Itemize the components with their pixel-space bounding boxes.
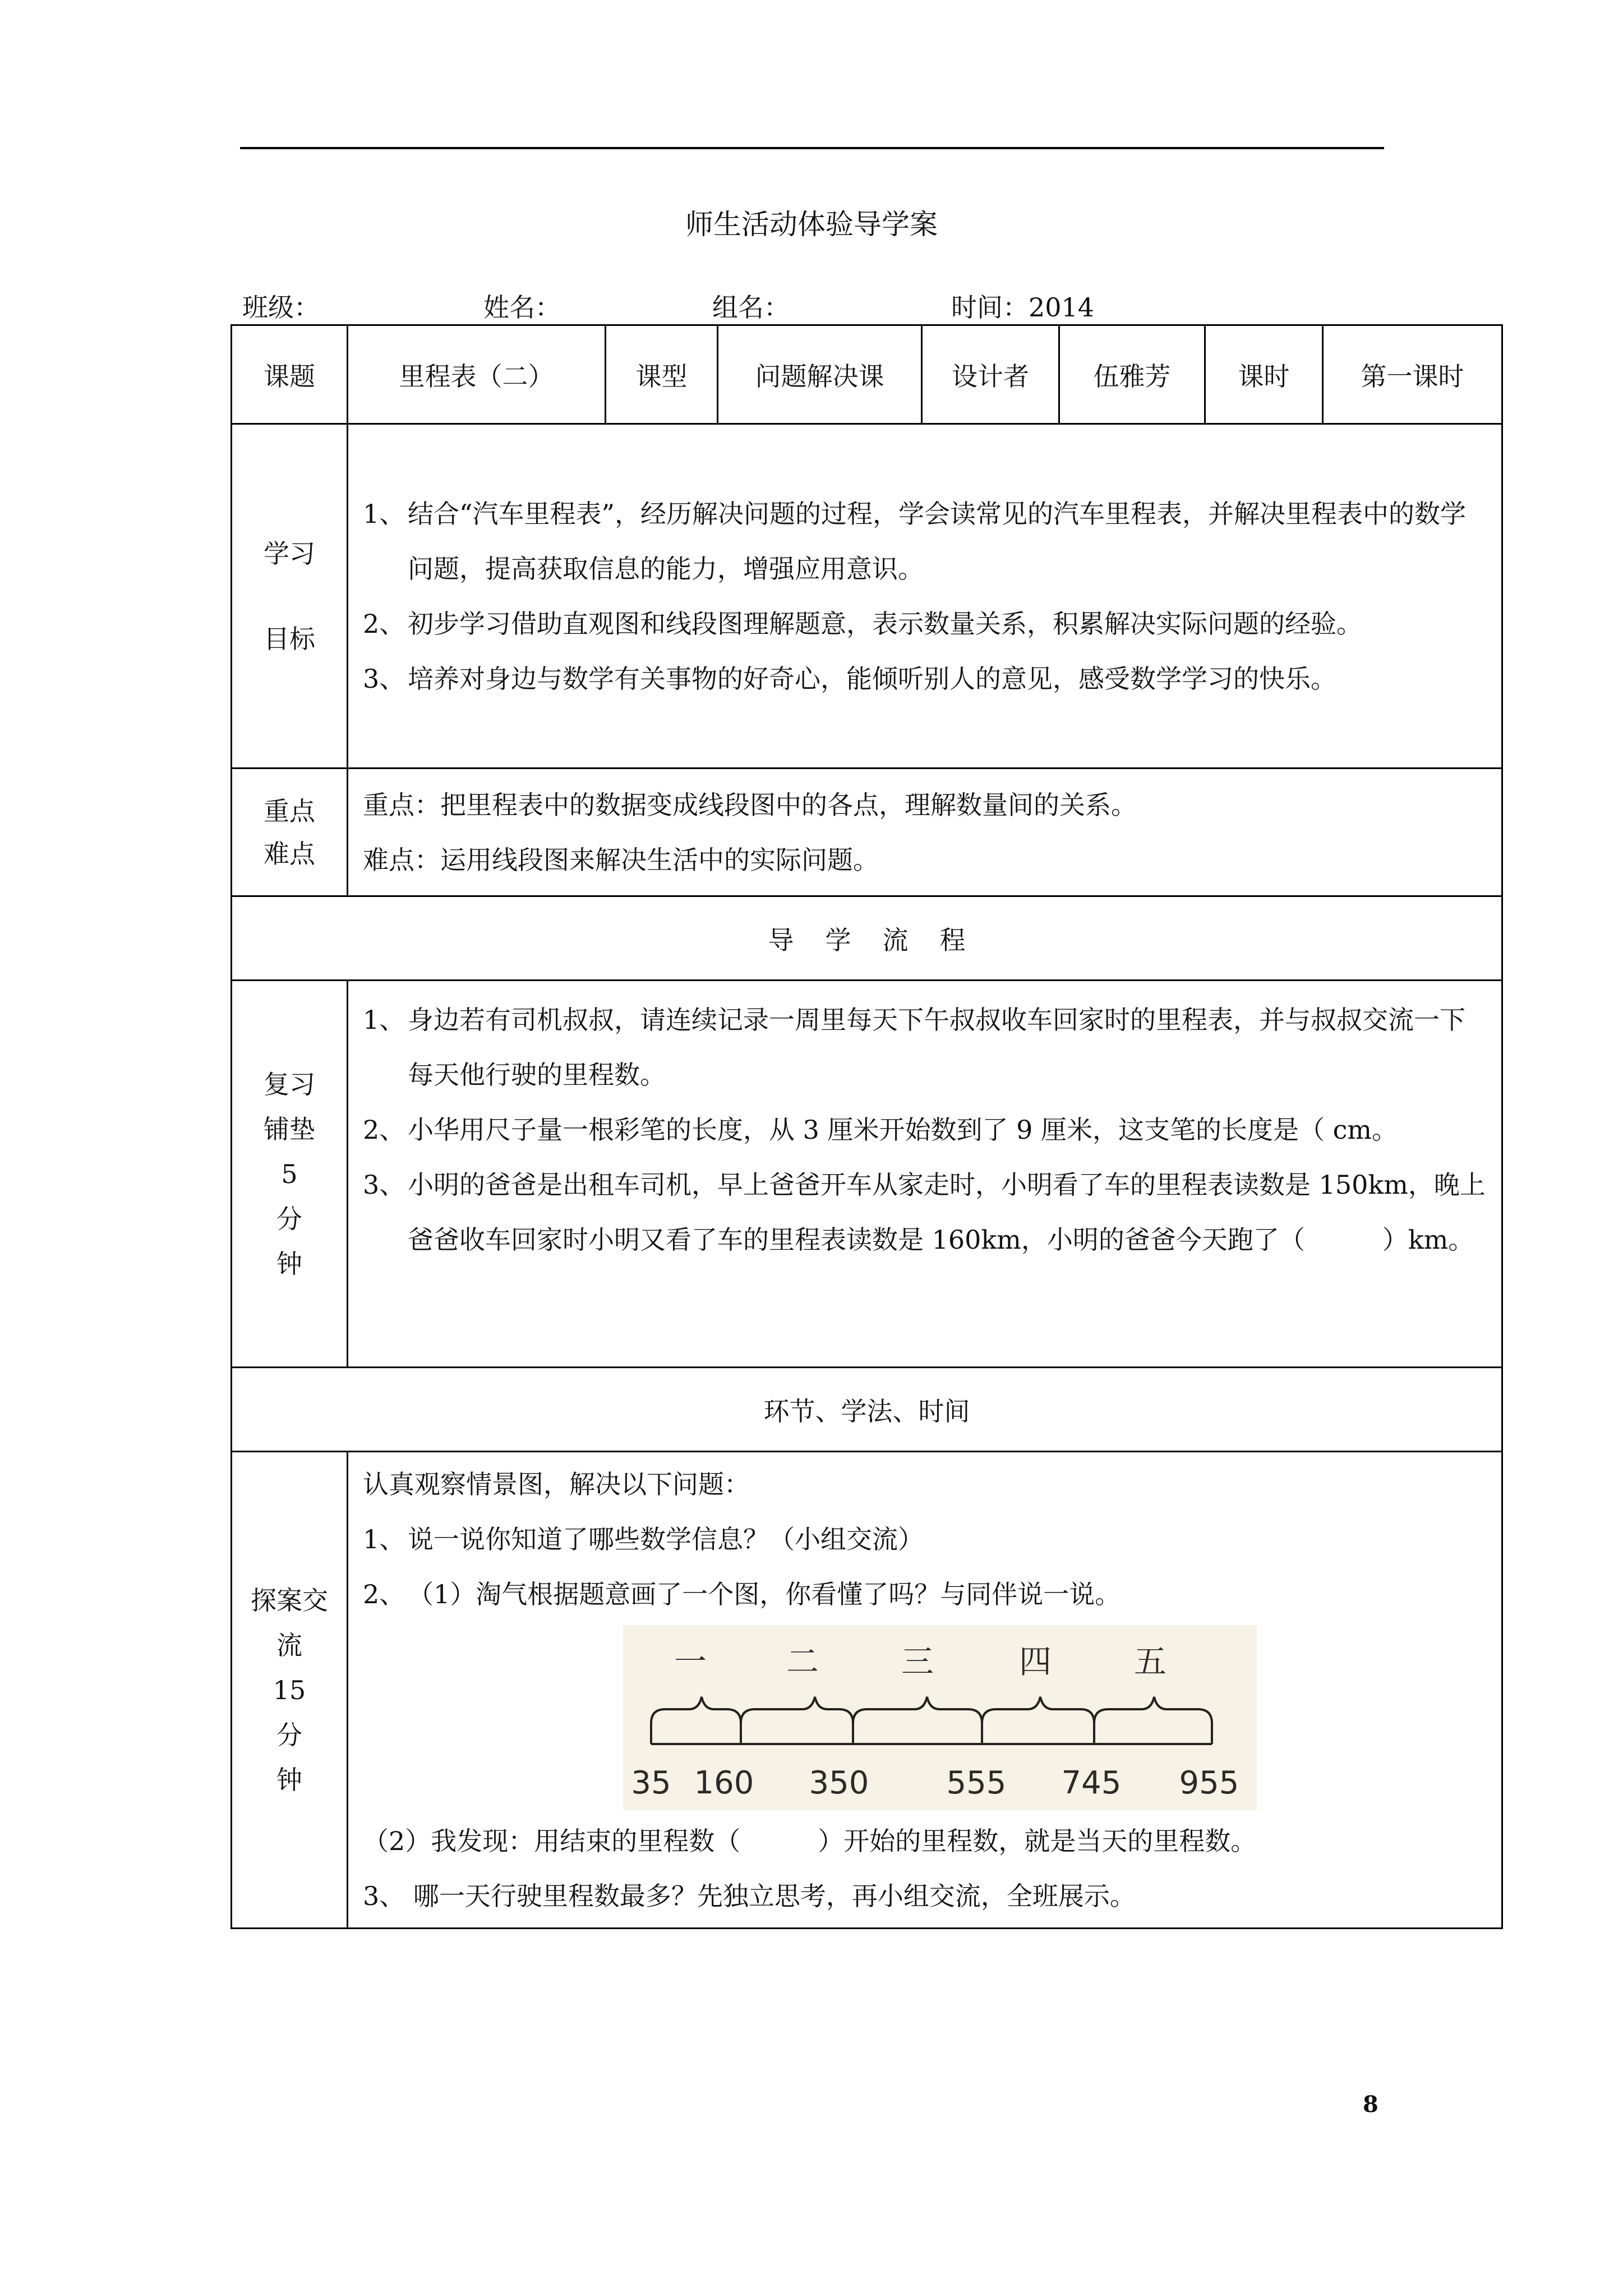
explore-label-line: 15 <box>273 1674 306 1705</box>
goal-item <box>363 596 1490 651</box>
explore-label-line: 流 <box>276 1630 302 1660</box>
review-text: 小明的爸爸是出租车司机，早上爸爸开车从家走时，小明看了车的里程表读数是 150km，晚上爸爸收车回家时小明又看了车的里程表读数是 160km，小明的爸爸今天跑了（ ）km。 <box>408 1170 1486 1255</box>
mileage-mark: 350 <box>809 1765 869 1801</box>
goal-text: 培养对身边与数学有关事物的好奇心，能倾听别人的意见，感受数学学习的快乐。 <box>408 663 1336 694</box>
explore-content <box>348 1452 1502 1929</box>
flow-header-char: 流 <box>882 924 909 955</box>
goal-text: 初步学习借助直观图和线段图理解题意，表示数量关系，积累解决实际问题的经验。 <box>408 608 1362 639</box>
review-label <box>232 981 348 1368</box>
period-label: 课时 <box>1205 325 1323 424</box>
designer-value: 伍雅芳 <box>1059 325 1205 424</box>
keypoints-label-line: 难点 <box>264 838 315 869</box>
review-item <box>363 1157 1490 1267</box>
review-label-line: 钟 <box>276 1248 302 1279</box>
goals-label <box>232 424 348 769</box>
info-row <box>232 325 1502 424</box>
keypoints-label-line: 重点 <box>264 795 315 826</box>
flow-header-char: 学 <box>825 924 851 955</box>
top-rule <box>240 147 1384 149</box>
lesson-plan-table <box>230 324 1503 1929</box>
review-content <box>348 981 1502 1368</box>
review-number: 1、 <box>363 1005 405 1035</box>
explore-row <box>232 1452 1502 1929</box>
day-label: 二 <box>786 1642 819 1681</box>
review-item <box>363 1102 1490 1157</box>
class-label: 班级： <box>242 292 320 323</box>
review-text: 小华用尺子量一根彩笔的长度，从 3 厘米开始数到了 9 厘米，这支笔的长度是（ cm。 <box>408 1115 1398 1145</box>
explore-finding: （2）我发现：用结束的里程数（ ）开始的里程数，就是当天的里程数。 <box>363 1826 1257 1856</box>
page-number: 8 <box>1363 2091 1378 2118</box>
explore-intro: 认真观察情景图，解决以下问题： <box>363 1469 750 1499</box>
review-number: 2、 <box>363 1115 405 1145</box>
mileage-line-diagram <box>623 1625 1257 1810</box>
question-number: 1、 <box>363 1524 405 1554</box>
goals-row <box>232 424 1502 769</box>
mileage-mark: 555 <box>946 1765 1007 1801</box>
question-text: 说一说你知道了哪些数学信息？（小组交流） <box>408 1524 924 1554</box>
page-title: 师生活动体验导学案 <box>685 208 938 241</box>
mileage-mark: 160 <box>694 1765 754 1801</box>
type-label: 课型 <box>606 325 718 424</box>
day-label: 四 <box>1018 1642 1052 1681</box>
goals-label-line: 学习 <box>264 538 315 569</box>
section-header-row <box>232 1368 1502 1452</box>
type-value: 问题解决课 <box>718 325 922 424</box>
explore-question <box>363 1567 1490 1622</box>
day-label: 五 <box>1133 1642 1167 1681</box>
review-label-line: 铺垫 <box>264 1114 315 1144</box>
key-point: 重点：把里程表中的数据变成线段图中的各点，理解数量间的关系。 <box>363 789 1137 820</box>
question-text: （1）淘气根据题意画了一个图，你看懂了吗？与同伴说一说。 <box>408 1579 1121 1609</box>
goal-item <box>363 486 1490 596</box>
day-label: 一 <box>674 1642 707 1681</box>
review-label-line: 复习 <box>264 1069 315 1099</box>
group-label: 组名： <box>712 292 790 323</box>
review-item <box>363 992 1490 1102</box>
mileage-mark: 35 <box>631 1765 671 1801</box>
review-label-line: 分 <box>276 1203 302 1234</box>
goal-number: 3、 <box>363 663 405 694</box>
goal-item <box>363 651 1490 706</box>
mileage-mark: 745 <box>1061 1765 1122 1801</box>
goal-text: 结合“汽车里程表”，经历解决问题的过程，学会读常见的汽车里程表，并解决里程表中的数学问题，提高获取信息的能力，增强应用意识。 <box>408 498 1467 584</box>
mileage-mark: 955 <box>1179 1765 1239 1801</box>
goals-label-line: 目标 <box>264 623 315 654</box>
review-number: 3、 <box>363 1170 405 1200</box>
section-header: 环节、学法、时间 <box>232 1368 1502 1452</box>
explore-question <box>363 1512 1490 1567</box>
question-number: 2、 <box>363 1579 405 1609</box>
time-label: 时间：2014 <box>951 292 1095 323</box>
flow-header <box>232 896 1502 981</box>
explore-label-line: 分 <box>276 1719 302 1750</box>
explore-label-line: 钟 <box>276 1764 302 1795</box>
goal-number: 1、 <box>363 498 405 529</box>
topic-label: 课题 <box>232 325 348 424</box>
explore-label-line: 探案交 <box>251 1585 328 1616</box>
goals-content <box>348 424 1502 769</box>
difficult-point: 难点：运用线段图来解决生活中的实际问题。 <box>363 844 879 875</box>
keypoints-label <box>232 769 348 896</box>
designer-label: 设计者 <box>922 325 1059 424</box>
flow-header-char: 导 <box>768 924 794 955</box>
topic-value: 里程表（二） <box>348 325 606 424</box>
flow-header-char: 程 <box>939 924 966 955</box>
keypoints-row <box>232 769 1502 896</box>
flow-header-row <box>232 896 1502 981</box>
period-value: 第一课时 <box>1323 325 1502 424</box>
review-label-line: 5 <box>281 1158 298 1189</box>
review-text: 身边若有司机叔叔，请连续记录一周里每天下午叔叔收车回家时的里程表，并与叔叔交流一下每天他行驶的里程数。 <box>408 1005 1465 1090</box>
keypoints-content <box>348 769 1502 896</box>
day-label: 三 <box>901 1642 934 1681</box>
name-label: 姓名： <box>483 292 561 323</box>
explore-question-3: 3、 哪一天行驶里程数最多？先独立思考，再小组交流，全班展示。 <box>363 1881 1136 1911</box>
review-row <box>232 981 1502 1368</box>
goal-number: 2、 <box>363 608 405 639</box>
explore-label <box>232 1452 348 1929</box>
